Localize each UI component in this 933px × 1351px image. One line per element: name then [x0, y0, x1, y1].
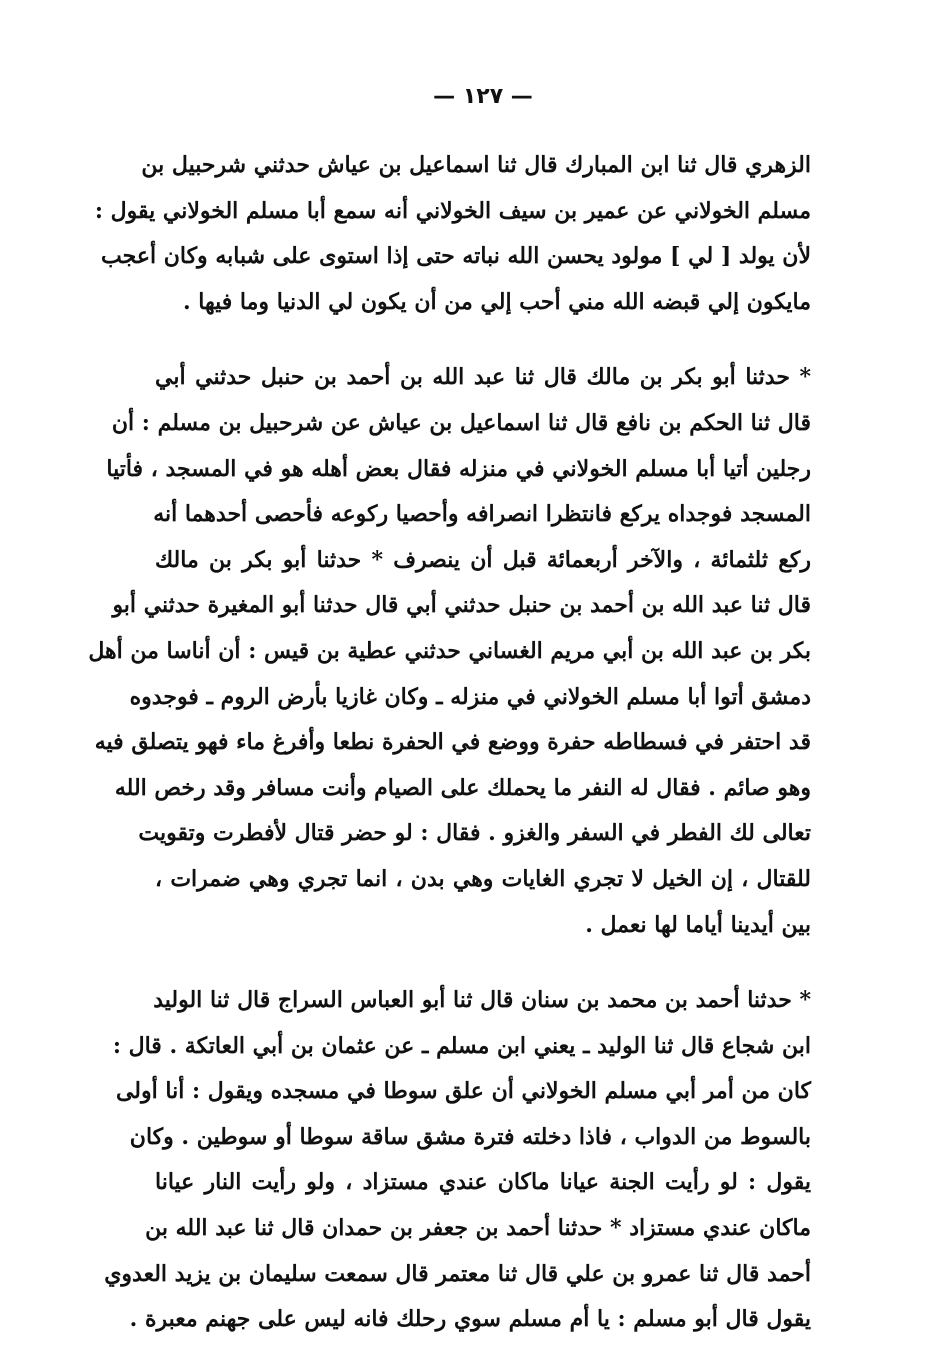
text-line: كان من أمر أبي مسلم الخولاني أن علق سوطا في مسجده ويقول : أنا أولى [115, 1078, 811, 1105]
page-number: — ١٢٧ — [433, 84, 533, 109]
text-line: * حدثنا أبو بكر بن مالك قال ثنا عبد الله بن أحمد بن حنبل حدثني أبي [155, 364, 811, 391]
text-line: أحمد قال ثنا عمرو بن علي قال ثنا معتمر قال سمعت سليمان بن يزيد العدوي [104, 1260, 811, 1287]
text-line: دمشق أتوا أبا مسلم الخولاني في منزله ـ وكان غازيا بأرض الروم ـ فوجدوه [129, 683, 811, 710]
text-line: * حدثنا أحمد بن محمد بن سنان قال ثنا أبو العباس السراج قال ثنا الوليد [153, 987, 811, 1014]
text-line: بالسوط من الدواب ، فاذا دخلته فترة مشق ساقة سوطا أو سوطين . وكان [129, 1123, 811, 1150]
text-line: تعالى لك الفطر في السفر والغزو . فقال : لو حضر قتال لأفطرت وتقويت [138, 820, 811, 847]
text-line: قد احتفر في فسطاطه حفرة ووضع في الحفرة نطعا وأفرغ ماء فهو يتصلق فيه [94, 729, 811, 756]
text-line: المسجد فوجداه يركع فانتظرا انصرافه وأحصيا ركوعه فأحصى أحدهما أنه [153, 501, 811, 528]
text-line: قال ثنا الحكم بن نافع قال ثنا اسماعيل بن عياش عن شرحبيل بن مسلم : أن [111, 409, 811, 436]
text-line: مسلم الخولاني عن عمير بن سيف الخولاني أنه سمع أبا مسلم الخولاني يقول : [94, 197, 811, 224]
paragraph-2 [88, 355, 811, 948]
paragraph-3 [104, 978, 811, 1343]
text-line: ركع ثلثمائة ، والآخر أربعمائة قبل أن ينصرف * حدثنا أبو بكر بن مالك [155, 546, 811, 573]
paragraph-1 [94, 143, 811, 325]
text-line: رجلين أتيا أبا مسلم الخولاني في منزله فقال بعض أهله هو في المسجد ، فأتيا [106, 455, 811, 482]
text-line: لأن يولد [ لي ] مولود يحسن الله نباته حتى إذا استوى على شبابه وكان أعجب [101, 243, 811, 270]
text-line: بكر بن عبد الله بن أبي مريم الغساني حدثني عطية بن قيس : أن أناسا من أهل [88, 637, 811, 664]
text-line: يقول : لو رأيت الجنة عيانا ماكان عندي مستزاد ، ولو رأيت النار عيانا [155, 1169, 811, 1196]
text-line: ماكان عندي مستزاد * حدثنا أحمد بن جعفر بن حمدان قال ثنا عبد الله بن [145, 1215, 811, 1242]
text-line: بين أيدينا أياما لها نعمل . [585, 911, 811, 938]
text-line: يقول قال أبو مسلم : يا أم مسلم سوي رحلك فانه ليس على جهنم معبرة . [129, 1306, 811, 1333]
text-line: الزهري قال ثنا ابن المبارك قال ثنا اسماعيل بن عياش حدثني شرحبيل بن [141, 152, 811, 178]
text-line: مايكون إلي قبضه الله مني أحب إلي من أن يكون لي الدنيا وما فيها . [182, 288, 811, 315]
text-line: للقتال ، إن الخيل لا تجري الغايات وهي بدن ، انما تجري وهي ضمرات ، [155, 865, 811, 892]
text-line: قال ثنا عبد الله بن أحمد بن حنبل حدثني أبي قال حدثنا أبو المغيرة حدثني أبو [112, 592, 811, 619]
text-line: ابن شجاع قال ثنا الوليد ـ يعني ابن مسلم ـ عن عثمان بن أبي العاتكة . قال : [112, 1032, 811, 1059]
text-line: وهو صائم . فقال له النفر ما يحملك على الصيام وأنت مسافر وقد رخص الله [114, 774, 811, 801]
